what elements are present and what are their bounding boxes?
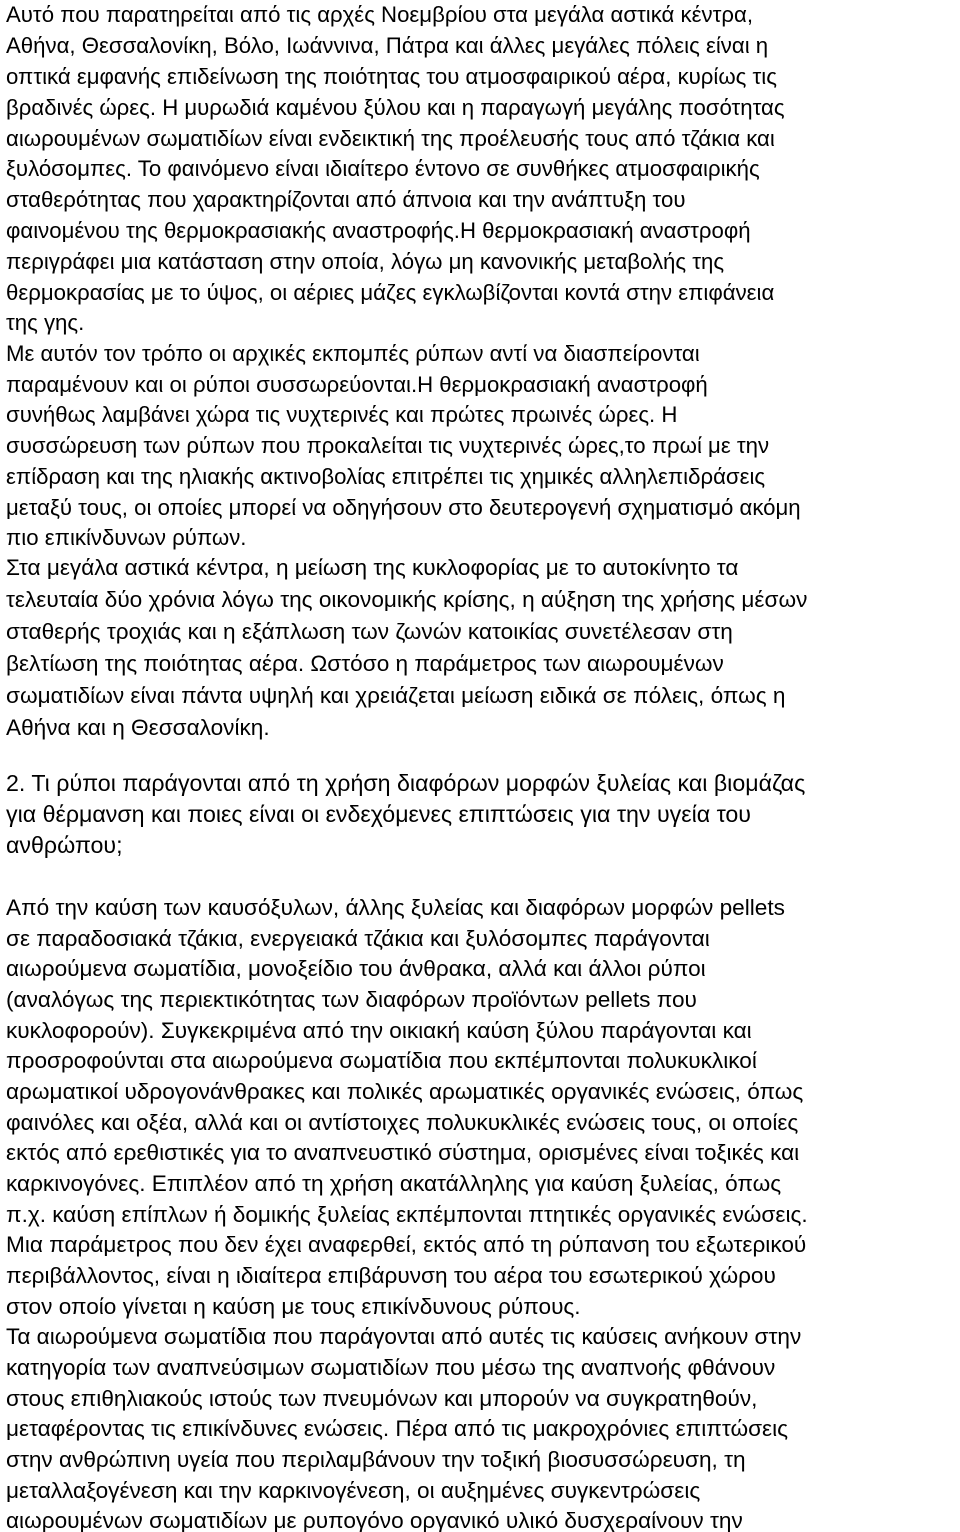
text-line: στην ανθρώπινη υγεία που περιλαμβάνουν την τοξική βιοσυσσώρευση, τη xyxy=(6,1447,746,1472)
text-line: μεταφέροντας τις επικίνδυνες ενώσεις. Πέρα από τις μακροχρόνιες επιπτώσεις xyxy=(6,1416,789,1441)
text-line: αρωματικοί υδρογονάνθρακες και πολικές αρωματικές οργανικές ενώσεις, όπως xyxy=(6,1079,804,1104)
text-line: καρκινογόνες. Επιπλέον από τη χρήση ακατάλληλης για καύση ξυλείας, όπως xyxy=(6,1171,782,1196)
text-line: μεταξύ τους, οι οποίες μπορεί να οδηγήσουν στο δευτερογενή σχηματισμό ακόμη xyxy=(6,495,801,520)
text-line: σωματιδίων είναι πάντα υψηλή και χρειάζεται μείωση ειδικά σε πόλεις, όπως η xyxy=(6,683,786,708)
text-line: Με αυτόν τον τρόπο οι αρχικές εκπομπές ρύπων αντί να διασπείρονται xyxy=(6,341,700,366)
text-line: παραμένουν και οι ρύποι συσσωρεύονται.Η θερμοκρασιακή αναστροφή xyxy=(6,372,708,397)
text-line: (αναλόγως της περιεκτικότητας των διαφόρων προϊόντων pellets που xyxy=(6,987,697,1012)
text-line: Τα αιωρούμενα σωματίδια που παράγονται από αυτές τις καύσεις ανήκουν στην xyxy=(6,1324,802,1349)
text-line: συσσώρευση των ρύπων που προκαλείται τις νυχτερινές ώρες,το πρωί με την xyxy=(6,433,770,458)
section-question: για θέρμανση και ποιες είναι οι ενδεχόμενες επιπτώσεις για την υγεία του xyxy=(6,801,751,827)
text-line: της γης. xyxy=(6,310,85,335)
text-line: βραδινές ώρες. Η μυρωδιά καμένου ξύλου και η παραγωγή μεγάλης ποσότητας xyxy=(6,95,785,120)
section-question: 2. Τι ρύποι παράγονται από τη χρήση διαφόρων μορφών ξυλείας και βιομάζας xyxy=(6,770,806,796)
text-line: στους επιθηλιακούς ιστούς των πνευμόνων και μπορούν να συγκρατηθούν, xyxy=(6,1386,758,1411)
text-line: Αθήνα, Θεσσαλονίκη, Βόλο, Ιωάννινα, Πάτρα και άλλες μεγάλες πόλεις είναι η xyxy=(6,33,769,58)
text-line: στον οποίο γίνεται η καύση με τους επικίνδυνους ρύπους. xyxy=(6,1294,581,1319)
text-line: περιβάλλοντος, είναι η ιδιαίτερα επιβάρυνση του αέρα του εσωτερικού χώρου xyxy=(6,1263,776,1288)
text-line: εκτός από ερεθιστικές για το αναπνευστικό σύστημα, ορισμένες είναι τοξικές και xyxy=(6,1140,800,1165)
text-line: ξυλόσομπες. Το φαινόμενο είναι ιδιαίτερο έντονο σε συνθήκες ατμοσφαιρικής xyxy=(6,156,760,181)
text-line: σταθερότητας που χαρακτηρίζονται από άπνοια και την ανάπτυξη του xyxy=(6,187,686,212)
text-line: πιο επικίνδυνων ρύπων. xyxy=(6,525,247,550)
text-line: Αυτό που παρατηρείται από τις αρχές Νοεμβρίου στα μεγάλα αστικά κέντρα, xyxy=(6,2,754,27)
text-line: Αθήνα και η Θεσσαλονίκη. xyxy=(6,715,270,740)
text-line: κυκλοφορούν). Συγκεκριμένα από την οικιακή καύση ξύλου παράγονται και xyxy=(6,1018,752,1043)
text-line: οπτικά εμφανής επιδείνωση της ποιότητας του ατμοσφαιρικού αέρα, κυρίως τις xyxy=(6,64,777,89)
text-line: συνήθως λαμβάνει χώρα τις νυχτερινές και πρώτες πρωινές ώρες. Η xyxy=(6,402,678,427)
text-line: κατηγορία των αναπνεύσιμων σωματιδίων που μέσω της αναπνοής φθάνουν xyxy=(6,1355,776,1380)
text-line: αιωρουμένων σωματιδίων είναι ενδεικτική της προέλευσής τους από τζάκια και xyxy=(6,126,775,151)
text-line: αιωρουμένων σωματιδίων με ρυπογόνο οργανικό υλικό δυσχεραίνουν την xyxy=(6,1508,743,1532)
text-line: περιγράφει μια κατάσταση στην οποία, λόγω μη κανονικής μεταβολής της xyxy=(6,249,725,274)
text-line: αιωρούμενα σωματίδια, μονοξείδιο του άνθρακα, αλλά και άλλοι ρύποι xyxy=(6,956,706,981)
text-line: βελτίωση της ποιότητας αέρα. Ωστόσο η παράμετρος των αιωρουμένων xyxy=(6,651,724,676)
text-line: φαινόλες και οξέα, αλλά και οι αντίστοιχες πολυκυκλικές ενώσεις τους, οι οποίες xyxy=(6,1110,799,1135)
text-line: θερμοκρασίας με το ύψος, οι αέριες μάζες εγκλωβίζονται κοντά στην επιφάνεια xyxy=(6,280,775,305)
text-line: προσροφούνται στα αιωρούμενα σωματίδια που εκπέμπονται πολυκυκλικοί xyxy=(6,1048,757,1073)
text-line: τελευταία δύο χρόνια λόγω της οικονομικής κρίσης, η αύξηση της χρήσης μέσων xyxy=(6,587,808,612)
text-line: σε παραδοσιακά τζάκια, ενεργειακά τζάκια και ξυλόσομπες παράγονται xyxy=(6,926,710,951)
text-line: Στα μεγάλα αστικά κέντρα, η μείωση της κυκλοφορίας με το αυτοκίνητο τα xyxy=(6,555,739,580)
text-line: επίδραση και της ηλιακής ακτινοβολίας επιτρέπει τις χημικές αλληλεπιδράσεις xyxy=(6,464,766,489)
text-line: μεταλλαξογένεση και την καρκινογένεση, οι αυξημένες συγκεντρώσεις xyxy=(6,1478,701,1503)
text-line: Μια παράμετρος που δεν έχει αναφερθεί, εκτός από τη ρύπανση του εξωτερικού xyxy=(6,1232,807,1257)
text-line: π.χ. καύση επίπλων ή δομικής ξυλείας εκπέμπονται πτητικές οργανικές ενώσεις. xyxy=(6,1202,808,1227)
text-line: φαινομένου της θερμοκρασιακής αναστροφής.Η θερμοκρασιακή αναστροφή xyxy=(6,218,751,243)
text-line: Από την καύση των καυσόξυλων, άλλης ξυλείας και διαφόρων μορφών pellets xyxy=(6,895,785,920)
text-line: σταθερής τροχιάς και η εξάπλωση των ζωνών κατοικίας συνετέλεσαν στη xyxy=(6,619,733,644)
section-question: ανθρώπου; xyxy=(6,832,123,858)
